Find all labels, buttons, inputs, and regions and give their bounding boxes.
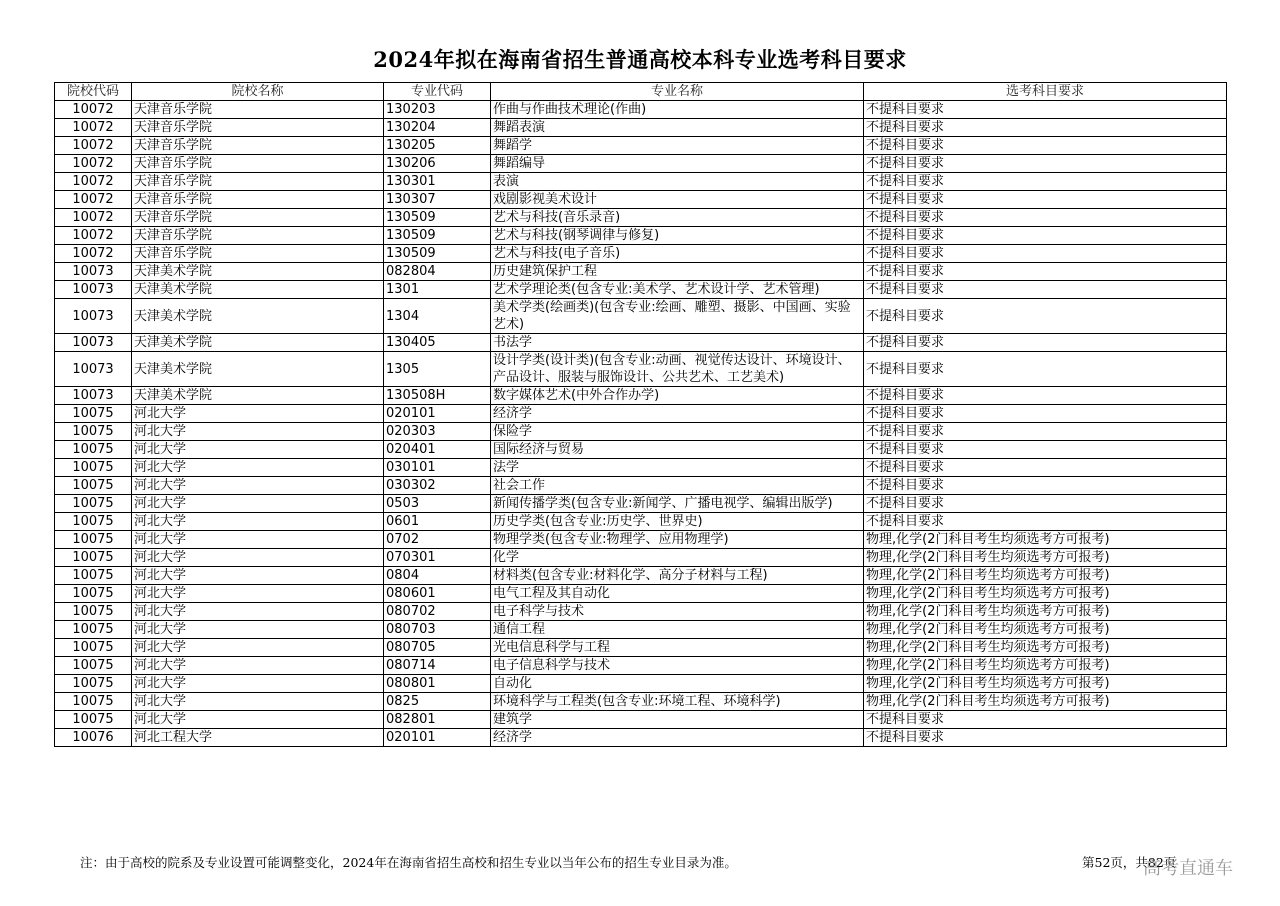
major-code-cell: 130509 — [384, 227, 491, 245]
major-name-cell: 数字媒体艺术(中外合作办学) — [491, 387, 864, 405]
table-row — [55, 711, 1227, 729]
major-code-cell: 0503 — [384, 495, 491, 513]
table-row — [55, 621, 1227, 639]
school-name-cell: 天津音乐学院 — [132, 155, 384, 173]
subject-requirement-cell: 不提科目要求 — [864, 281, 1227, 299]
table-row — [55, 459, 1227, 477]
school-name-cell: 天津音乐学院 — [132, 191, 384, 209]
school-name-cell: 河北大学 — [132, 639, 384, 657]
school-code-cell: 10075 — [55, 441, 132, 459]
school-code-cell: 10073 — [55, 352, 132, 387]
watermark: 高考直通车 — [1143, 858, 1233, 879]
major-name-cell: 社会工作 — [491, 477, 864, 495]
table-header-row — [55, 83, 1227, 101]
table-row — [55, 423, 1227, 441]
school-name-cell: 河北工程大学 — [132, 729, 384, 747]
major-code-cell: 030302 — [384, 477, 491, 495]
major-name-cell: 经济学 — [491, 405, 864, 423]
school-name-cell: 天津音乐学院 — [132, 173, 384, 191]
school-name-cell: 天津音乐学院 — [132, 101, 384, 119]
school-name-cell: 河北大学 — [132, 567, 384, 585]
table-row — [55, 191, 1227, 209]
school-name-cell: 天津美术学院 — [132, 281, 384, 299]
subject-requirement-cell: 物理,化学(2门科目考生均须选考方可报考) — [864, 531, 1227, 549]
subject-requirement-cell: 物理,化学(2门科目考生均须选考方可报考) — [864, 639, 1227, 657]
major-code-cell: 082801 — [384, 711, 491, 729]
school-code-cell: 10072 — [55, 245, 132, 263]
school-code-cell: 10075 — [55, 477, 132, 495]
school-code-cell: 10073 — [55, 387, 132, 405]
major-code-cell: 020101 — [384, 729, 491, 747]
table-row — [55, 119, 1227, 137]
major-name-cell: 艺术与科技(电子音乐) — [491, 245, 864, 263]
school-name-cell: 河北大学 — [132, 459, 384, 477]
subject-requirement-cell: 不提科目要求 — [864, 263, 1227, 281]
table-row — [55, 173, 1227, 191]
school-code-cell: 10075 — [55, 711, 132, 729]
table-row — [55, 567, 1227, 585]
major-name-cell: 戏剧影视美术设计 — [491, 191, 864, 209]
major-code-cell: 0825 — [384, 693, 491, 711]
major-name-cell: 自动化 — [491, 675, 864, 693]
header-school-name: 院校名称 — [132, 83, 384, 101]
major-code-cell: 0804 — [384, 567, 491, 585]
school-code-cell: 10075 — [55, 531, 132, 549]
major-code-cell: 130206 — [384, 155, 491, 173]
major-name-cell: 作曲与作曲技术理论(作曲) — [491, 101, 864, 119]
table-row — [55, 137, 1227, 155]
subject-requirement-cell: 不提科目要求 — [864, 245, 1227, 263]
school-name-cell: 河北大学 — [132, 585, 384, 603]
document-title: 2024年拟在海南省招生普通高校本科专业选考科目要求 — [373, 47, 907, 72]
school-code-cell: 10075 — [55, 639, 132, 657]
major-code-cell: 1301 — [384, 281, 491, 299]
major-name-cell: 电子科学与技术 — [491, 603, 864, 621]
subject-requirement-cell: 物理,化学(2门科目考生均须选考方可报考) — [864, 567, 1227, 585]
school-name-cell: 河北大学 — [132, 621, 384, 639]
subject-requirement-cell: 不提科目要求 — [864, 477, 1227, 495]
subject-requirement-cell: 不提科目要求 — [864, 209, 1227, 227]
school-name-cell: 河北大学 — [132, 657, 384, 675]
subject-requirement-cell: 不提科目要求 — [864, 711, 1227, 729]
school-code-cell: 10072 — [55, 191, 132, 209]
school-name-cell: 河北大学 — [132, 423, 384, 441]
subject-requirement-cell: 不提科目要求 — [864, 119, 1227, 137]
school-code-cell: 10072 — [55, 155, 132, 173]
school-code-cell: 10075 — [55, 495, 132, 513]
major-code-cell: 0601 — [384, 513, 491, 531]
major-code-cell: 080702 — [384, 603, 491, 621]
subject-requirement-cell: 不提科目要求 — [864, 137, 1227, 155]
school-code-cell: 10073 — [55, 281, 132, 299]
subject-requirement-cell: 不提科目要求 — [864, 495, 1227, 513]
school-code-cell: 10072 — [55, 209, 132, 227]
header-subject-requirement: 选考科目要求 — [864, 83, 1227, 101]
table-row — [55, 101, 1227, 119]
major-code-cell: 130509 — [384, 245, 491, 263]
major-code-cell: 130204 — [384, 119, 491, 137]
school-code-cell: 10075 — [55, 585, 132, 603]
table-row — [55, 209, 1227, 227]
subject-requirement-cell: 物理,化学(2门科目考生均须选考方可报考) — [864, 549, 1227, 567]
table-row — [55, 245, 1227, 263]
major-name-cell: 舞蹈表演 — [491, 119, 864, 137]
subject-requirement-cell: 物理,化学(2门科目考生均须选考方可报考) — [864, 585, 1227, 603]
table-row — [55, 693, 1227, 711]
school-name-cell: 天津音乐学院 — [132, 119, 384, 137]
major-name-cell: 美术学类(绘画类)(包含专业:绘画、雕塑、摄影、中国画、实验艺术) — [491, 299, 864, 334]
major-code-cell: 020101 — [384, 405, 491, 423]
school-name-cell: 河北大学 — [132, 603, 384, 621]
school-code-cell: 10073 — [55, 263, 132, 281]
major-code-cell: 020401 — [384, 441, 491, 459]
school-code-cell: 10075 — [55, 567, 132, 585]
subject-requirement-cell: 不提科目要求 — [864, 513, 1227, 531]
major-name-cell: 舞蹈编导 — [491, 155, 864, 173]
major-name-cell: 环境科学与工程类(包含专业:环境工程、环境科学) — [491, 693, 864, 711]
major-code-cell: 130307 — [384, 191, 491, 209]
table-row — [55, 227, 1227, 245]
major-name-cell: 物理学类(包含专业:物理学、应用物理学) — [491, 531, 864, 549]
table-row — [55, 387, 1227, 405]
subject-requirements-table — [54, 82, 1227, 747]
school-name-cell: 河北大学 — [132, 549, 384, 567]
major-code-cell: 080703 — [384, 621, 491, 639]
table-row — [55, 603, 1227, 621]
major-name-cell: 法学 — [491, 459, 864, 477]
major-code-cell: 1304 — [384, 299, 491, 334]
major-name-cell: 书法学 — [491, 334, 864, 352]
school-name-cell: 河北大学 — [132, 531, 384, 549]
school-code-cell: 10075 — [55, 459, 132, 477]
school-code-cell: 10075 — [55, 621, 132, 639]
school-name-cell: 河北大学 — [132, 693, 384, 711]
table-row — [55, 477, 1227, 495]
subject-requirement-cell: 不提科目要求 — [864, 155, 1227, 173]
table-row — [55, 405, 1227, 423]
major-code-cell: 030101 — [384, 459, 491, 477]
major-name-cell: 化学 — [491, 549, 864, 567]
school-name-cell: 天津美术学院 — [132, 387, 384, 405]
table-body — [55, 101, 1227, 747]
school-name-cell: 河北大学 — [132, 513, 384, 531]
school-name-cell: 河北大学 — [132, 477, 384, 495]
major-name-cell: 电子信息科学与技术 — [491, 657, 864, 675]
table-row — [55, 299, 1227, 334]
school-name-cell: 天津音乐学院 — [132, 227, 384, 245]
subject-requirement-cell: 不提科目要求 — [864, 299, 1227, 334]
major-name-cell: 艺术学理论类(包含专业:美术学、艺术设计学、艺术管理) — [491, 281, 864, 299]
major-code-cell: 130405 — [384, 334, 491, 352]
major-code-cell: 070301 — [384, 549, 491, 567]
major-code-cell: 130508H — [384, 387, 491, 405]
major-name-cell: 电气工程及其自动化 — [491, 585, 864, 603]
school-name-cell: 天津音乐学院 — [132, 137, 384, 155]
major-code-cell: 020303 — [384, 423, 491, 441]
school-code-cell: 10075 — [55, 657, 132, 675]
table-row — [55, 585, 1227, 603]
subject-requirement-cell: 不提科目要求 — [864, 405, 1227, 423]
table-row — [55, 352, 1227, 387]
school-code-cell: 10075 — [55, 675, 132, 693]
table-row — [55, 155, 1227, 173]
major-code-cell: 130205 — [384, 137, 491, 155]
school-code-cell: 10073 — [55, 299, 132, 334]
subject-requirement-cell: 不提科目要求 — [864, 191, 1227, 209]
major-name-cell: 历史建筑保护工程 — [491, 263, 864, 281]
school-code-cell: 10075 — [55, 549, 132, 567]
header-major-name: 专业名称 — [491, 83, 864, 101]
major-name-cell: 国际经济与贸易 — [491, 441, 864, 459]
school-name-cell: 天津美术学院 — [132, 263, 384, 281]
subject-requirement-cell: 物理,化学(2门科目考生均须选考方可报考) — [864, 621, 1227, 639]
school-name-cell: 河北大学 — [132, 711, 384, 729]
table-row — [55, 657, 1227, 675]
major-name-cell: 艺术与科技(音乐录音) — [491, 209, 864, 227]
school-code-cell: 10072 — [55, 173, 132, 191]
major-name-cell: 表演 — [491, 173, 864, 191]
school-code-cell: 10075 — [55, 405, 132, 423]
header-school-code: 院校代码 — [55, 83, 132, 101]
subject-requirement-cell: 物理,化学(2门科目考生均须选考方可报考) — [864, 693, 1227, 711]
school-name-cell: 天津美术学院 — [132, 334, 384, 352]
school-code-cell: 10072 — [55, 227, 132, 245]
school-code-cell: 10075 — [55, 693, 132, 711]
school-name-cell: 河北大学 — [132, 441, 384, 459]
page-number: 第52页，共82页 — [1082, 855, 1177, 870]
major-code-cell: 0702 — [384, 531, 491, 549]
school-code-cell: 10072 — [55, 137, 132, 155]
subject-requirement-cell: 不提科目要求 — [864, 387, 1227, 405]
school-code-cell: 10075 — [55, 603, 132, 621]
subject-requirement-cell: 不提科目要求 — [864, 729, 1227, 747]
school-name-cell: 天津音乐学院 — [132, 209, 384, 227]
school-code-cell: 10076 — [55, 729, 132, 747]
subject-requirement-cell: 不提科目要求 — [864, 352, 1227, 387]
school-name-cell: 河北大学 — [132, 405, 384, 423]
table-row — [55, 263, 1227, 281]
school-name-cell: 天津美术学院 — [132, 352, 384, 387]
table-row — [55, 639, 1227, 657]
major-code-cell: 130301 — [384, 173, 491, 191]
school-name-cell: 天津美术学院 — [132, 299, 384, 334]
subject-requirement-cell: 不提科目要求 — [864, 227, 1227, 245]
major-name-cell: 通信工程 — [491, 621, 864, 639]
subject-requirement-cell: 不提科目要求 — [864, 459, 1227, 477]
table-row — [55, 281, 1227, 299]
major-code-cell: 082804 — [384, 263, 491, 281]
school-name-cell: 河北大学 — [132, 675, 384, 693]
subject-requirement-cell: 不提科目要求 — [864, 441, 1227, 459]
subject-requirement-cell: 不提科目要求 — [864, 423, 1227, 441]
major-name-cell: 舞蹈学 — [491, 137, 864, 155]
major-name-cell: 光电信息科学与工程 — [491, 639, 864, 657]
school-code-cell: 10073 — [55, 334, 132, 352]
school-name-cell: 河北大学 — [132, 495, 384, 513]
major-name-cell: 艺术与科技(钢琴调律与修复) — [491, 227, 864, 245]
subject-requirement-cell: 不提科目要求 — [864, 173, 1227, 191]
table-row — [55, 334, 1227, 352]
table-row — [55, 531, 1227, 549]
table-row — [55, 675, 1227, 693]
subject-requirement-cell: 物理,化学(2门科目考生均须选考方可报考) — [864, 675, 1227, 693]
major-name-cell: 建筑学 — [491, 711, 864, 729]
major-code-cell: 080801 — [384, 675, 491, 693]
major-code-cell: 130203 — [384, 101, 491, 119]
major-name-cell: 材料类(包含专业:材料化学、高分子材料与工程) — [491, 567, 864, 585]
table-row — [55, 729, 1227, 747]
table-row — [55, 549, 1227, 567]
school-code-cell: 10075 — [55, 513, 132, 531]
subject-requirement-cell: 物理,化学(2门科目考生均须选考方可报考) — [864, 603, 1227, 621]
major-code-cell: 080714 — [384, 657, 491, 675]
major-name-cell: 历史学类(包含专业:历史学、世界史) — [491, 513, 864, 531]
table-row — [55, 495, 1227, 513]
table-row — [55, 441, 1227, 459]
footer-note: 注：由于高校的院系及专业设置可能调整变化，2024年在海南省招生高校和招生专业以当年公布的招生专业目录为准。 — [80, 855, 737, 870]
major-name-cell: 经济学 — [491, 729, 864, 747]
major-name-cell: 保险学 — [491, 423, 864, 441]
subject-requirement-cell: 物理,化学(2门科目考生均须选考方可报考) — [864, 657, 1227, 675]
major-name-cell: 设计学类(设计类)(包含专业:动画、视觉传达设计、环境设计、产品设计、服装与服饰设计、公共艺术、工艺美术) — [491, 352, 864, 387]
subject-requirement-cell: 不提科目要求 — [864, 334, 1227, 352]
school-code-cell: 10072 — [55, 119, 132, 137]
school-name-cell: 天津音乐学院 — [132, 245, 384, 263]
subject-requirement-cell: 不提科目要求 — [864, 101, 1227, 119]
major-code-cell: 080601 — [384, 585, 491, 603]
major-code-cell: 080705 — [384, 639, 491, 657]
school-code-cell: 10075 — [55, 423, 132, 441]
table-row — [55, 513, 1227, 531]
major-name-cell: 新闻传播学类(包含专业:新闻学、广播电视学、编辑出版学) — [491, 495, 864, 513]
major-code-cell: 130509 — [384, 209, 491, 227]
school-code-cell: 10072 — [55, 101, 132, 119]
major-code-cell: 1305 — [384, 352, 491, 387]
header-major-code: 专业代码 — [384, 83, 491, 101]
